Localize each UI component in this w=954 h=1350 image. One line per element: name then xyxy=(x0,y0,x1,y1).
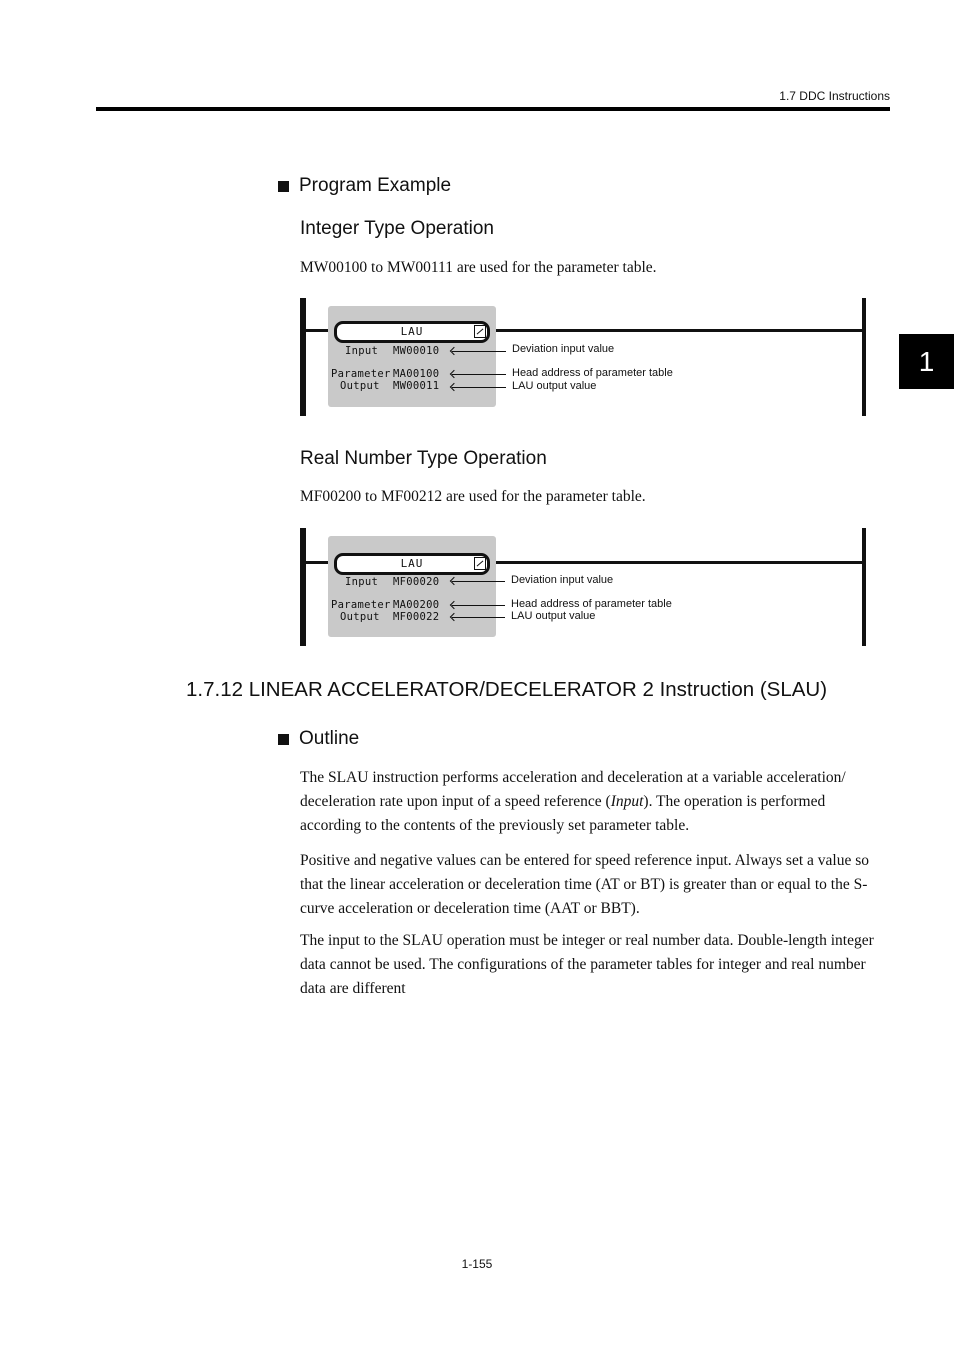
input-register: MF00020 xyxy=(393,576,440,588)
function-name-box xyxy=(334,553,490,575)
arrow-left-icon xyxy=(452,374,506,375)
integer-type-heading: Integer Type Operation xyxy=(300,218,494,239)
outline-heading-text: Outline xyxy=(299,728,360,749)
square-bullet-icon xyxy=(278,181,289,192)
para1-text-end: ). The operation is performed according to the contents of the previously set parameter table. xyxy=(300,793,826,834)
program-example-heading xyxy=(278,175,451,197)
right-power-rail xyxy=(862,528,866,646)
arrow-left-icon xyxy=(452,605,505,606)
program-example-heading-text: Program Example xyxy=(299,175,452,196)
arrow-left-icon xyxy=(452,617,505,618)
arrow-left-icon xyxy=(452,581,505,582)
parameter-label: Parameter xyxy=(331,368,391,380)
integer-ladder-diagram xyxy=(300,298,866,416)
function-icon xyxy=(474,557,486,570)
arrow-left-icon xyxy=(452,387,506,388)
input-label: Input xyxy=(345,345,379,357)
parameter-annotation: Head address of parameter table xyxy=(511,598,672,610)
para3-text: The input to the SLAU operation must be integer or real number data. Double-length integer data cannot be used. The configurations of the parameter tables for integer and real number data are different xyxy=(300,932,874,997)
function-icon xyxy=(474,325,486,338)
output-label: Output xyxy=(340,380,380,392)
right-power-rail xyxy=(862,298,866,416)
page-number: 1-155 xyxy=(461,1257,493,1271)
real-ladder-diagram xyxy=(300,528,866,646)
function-name: LAU xyxy=(400,325,424,338)
real-type-description: MF00200 to MF00212 are used for the parameter table. xyxy=(300,488,646,505)
input-register: MW00010 xyxy=(393,345,440,357)
parameter-register: MA00200 xyxy=(393,599,440,611)
input-annotation: Deviation input value xyxy=(512,343,615,355)
output-annotation: LAU output value xyxy=(511,610,596,622)
outline-paragraph-1 xyxy=(300,766,890,838)
input-label: Input xyxy=(345,576,379,588)
function-name-box xyxy=(334,321,490,343)
section-title: 1.7.12 LINEAR ACCELERATOR/DECELERATOR 2 Instruction (SLAU) xyxy=(186,678,828,701)
lau-function-block xyxy=(328,536,496,637)
outline-paragraph-3 xyxy=(300,929,890,1001)
left-power-rail xyxy=(300,528,306,646)
para2-text: Positive and negative values can be entered for speed reference input. Always set a value so that the linear acceleration or deceleration time (AT or BT) is greater than or equal to the S-curve acceleration or deceleration time (AAT or BBT). xyxy=(300,852,869,917)
outline-paragraph-2 xyxy=(300,849,890,921)
output-label: Output xyxy=(340,611,380,623)
para1-italic-input: Input xyxy=(610,793,644,810)
arrow-left-icon xyxy=(452,351,506,352)
input-annotation: Deviation input value xyxy=(511,574,614,586)
parameter-register: MA00100 xyxy=(393,368,440,380)
parameter-label: Parameter xyxy=(331,599,391,611)
lau-function-block xyxy=(328,306,496,407)
output-annotation: LAU output value xyxy=(512,380,597,392)
real-type-heading: Real Number Type Operation xyxy=(300,448,547,469)
left-power-rail xyxy=(300,298,306,416)
output-register: MW00011 xyxy=(393,380,440,392)
para1-text-start: The SLAU instruction performs acceleration and deceleration at a variable acceleration/ deceleration rate upon input of a speed reference ( xyxy=(300,769,846,810)
running-header: 1.7 DDC Instructions xyxy=(779,89,890,103)
parameter-annotation: Head address of parameter table xyxy=(512,367,673,379)
outline-heading xyxy=(278,728,359,750)
function-name: LAU xyxy=(400,557,424,570)
integer-type-description: MW00100 to MW00111 are used for the parameter table. xyxy=(300,259,657,276)
header-rule xyxy=(96,107,890,111)
chapter-tab: 1 xyxy=(899,334,954,389)
output-register: MF00022 xyxy=(393,611,440,623)
square-bullet-icon xyxy=(278,734,289,745)
